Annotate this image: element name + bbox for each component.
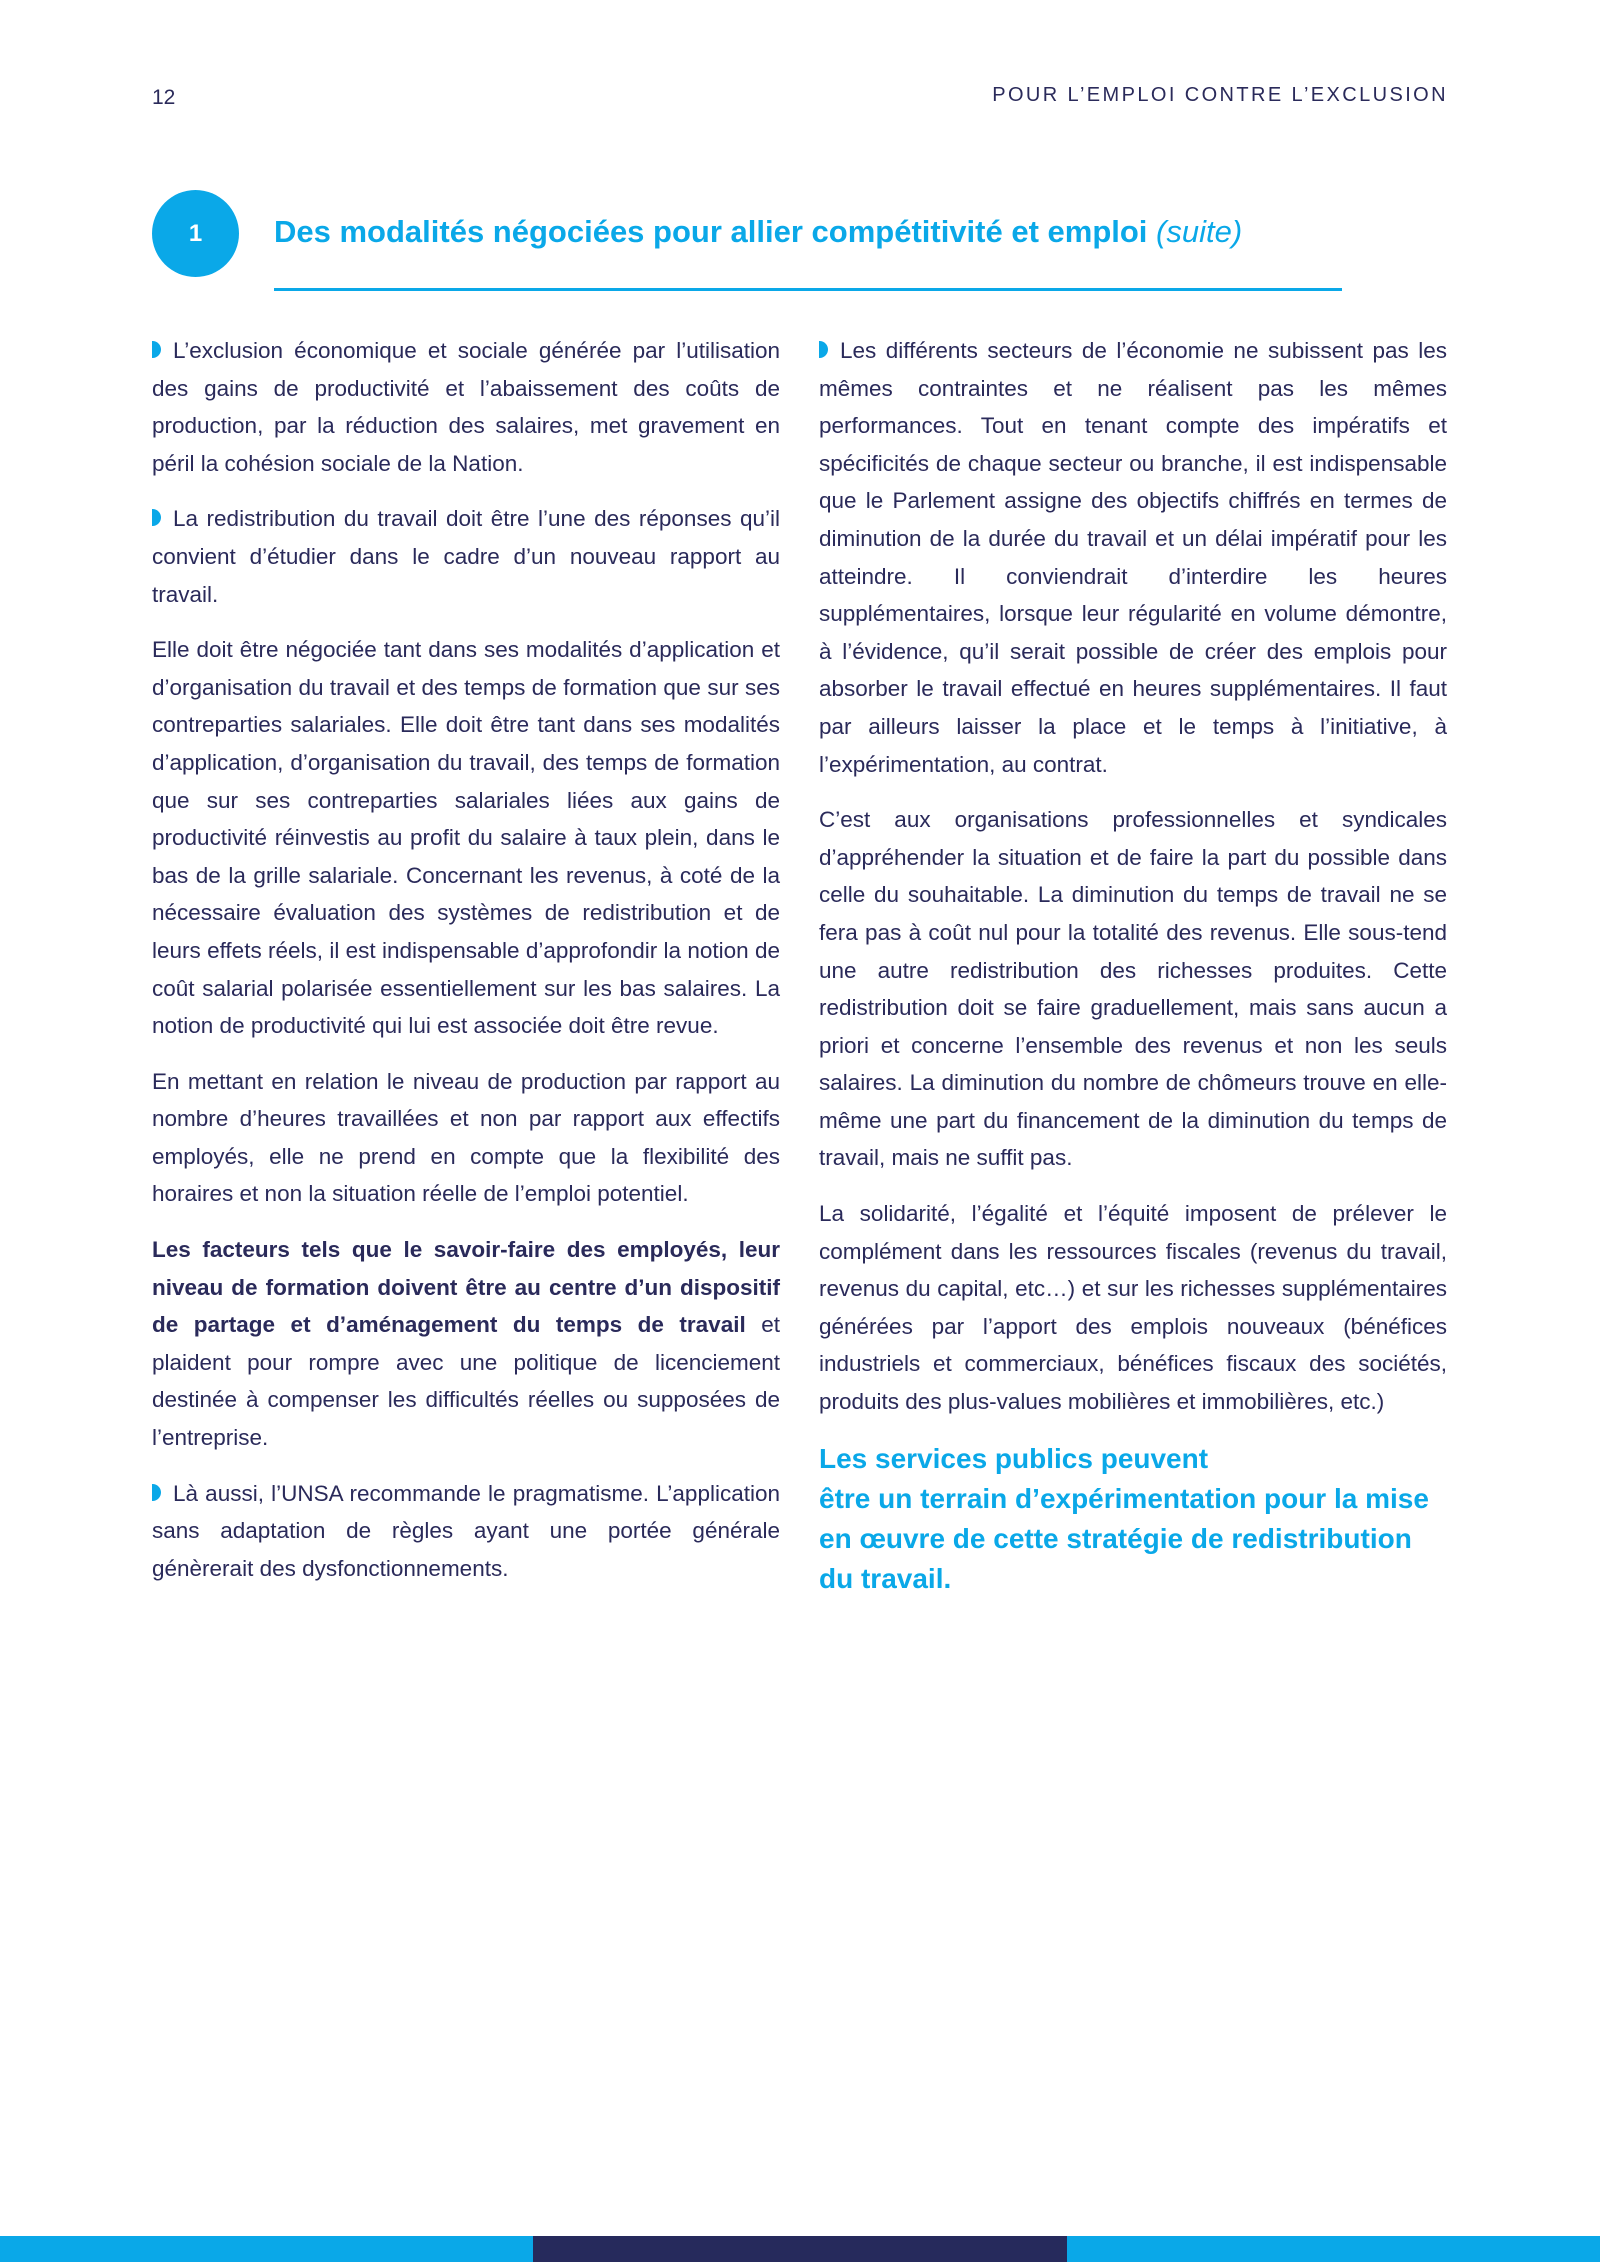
footer-color-bar	[0, 2236, 1600, 2262]
left-paragraph-5-bold: Les facteurs tels que le savoir-faire des employés, leur niveau de formation doivent être au centre d’un dispositif de partage et d’aménagement du temps de travail	[152, 1237, 780, 1338]
callout-line: Les services publics peuvent	[819, 1442, 1209, 1474]
callout-line: en œuvre de cette stratégie de redistribution	[819, 1522, 1412, 1554]
section-number-badge	[152, 190, 239, 277]
title-underline	[274, 288, 1342, 291]
right-paragraph-1-text: Les différents secteurs de l’économie ne subissent pas les mêmes contraintes et ne réalisent pas les mêmes performances. Tout en tenant compte des impératifs et spécificités de chaque secteur ou branche, il est indispensable que le Parlement assigne des objectifs chiffrés en termes de diminution de la durée du travail et un délai impératif pour les atteindre. Il conviendrait d’interdire les heures supplémentaires, lorsque leur régularité en volume démontre, à l’évidence, qu’il serait possible de créer des emplois pour absorber le travail effectué en heures supplémentaires. Il faut par ailleurs laisser la place et le temps à l’initiative, à l’expérimentation, au contrat.	[819, 338, 1447, 777]
section-title	[274, 214, 1242, 250]
footer-bar-segment-left	[0, 2236, 533, 2262]
running-header: POUR L’EMPLOI CONTRE L’EXCLUSION	[992, 84, 1448, 106]
half-circle-bullet-icon	[819, 341, 828, 358]
callout-line: du travail.	[819, 1562, 952, 1594]
left-paragraph-2-text: La redistribution du travail doit être l’une des réponses qu’il convient d’étudier dans le cadre d’un nouveau rapport au travail.	[152, 506, 780, 607]
left-paragraph-1-text: L’exclusion économique et sociale générée par l’utilisation des gains de productivité et l’abaissement des coûts de production, par la réduction des salaires, met gravement en péril la cohésion sociale de la Nation.	[152, 338, 780, 476]
section-title-suffix: (suite)	[1156, 214, 1243, 249]
left-column	[152, 332, 780, 1605]
left-paragraph-5-rest: et plaident pour rompre avec une politique de licenciement destinée à compenser les difficultés réelles ou supposées de l’entreprise.	[152, 1312, 780, 1451]
left-paragraph-2	[152, 500, 780, 613]
half-circle-bullet-icon	[152, 341, 161, 358]
section-number: 1	[188, 219, 203, 247]
right-paragraph-2: C’est aux organisations professionnelles et syndicales d’appréhender la situation et de faire la part du possible dans celle du souhaitable. La diminution du temps de travail ne se fera pas à coût nul pour la totalité des revenus. Elle sous-tend une autre redistribution des richesses produites. Cette redistribution doit se faire graduellement, mais sans aucun a priori et concerne l’ensemble des revenus et non les seuls salaires. La diminution du nombre de chômeurs trouve en elle-même une part du financement de la diminution du temps de travail, mais ne suffit pas.	[819, 807, 1447, 1171]
left-paragraph-5	[152, 1231, 780, 1457]
right-column	[819, 332, 1447, 1599]
footer-bar-segment-center	[533, 2236, 1067, 2262]
footer-bar-segment-right	[1067, 2236, 1600, 2262]
left-paragraph-1	[152, 332, 780, 482]
right-paragraph-3: La solidarité, l’égalité et l’équité imposent de prélever le complément dans les ressources fiscales (revenus du travail, revenus du capital, etc…) et sur les richesses supplémentaires générées par l’apport des emplois nouveaux (bénéfices industriels et commerciaux, bénéfices fiscaux des sociétés, produits des plus-values mobilières et immobilières, etc.)	[819, 1201, 1447, 1415]
page-number: 12	[152, 86, 176, 109]
left-paragraph-6-text: Là aussi, l’UNSA recommande le pragmatisme. L’application sans adaptation de règles ayant une portée générale génèrerait des dysfonctionnements.	[152, 1480, 780, 1581]
half-circle-bullet-icon	[152, 1484, 161, 1501]
callout-line: être un terrain d’expérimentation pour la mise	[819, 1482, 1429, 1514]
section-title-text: Des modalités négociées pour allier compétitivité et emploi	[274, 214, 1157, 249]
left-paragraph-4: En mettant en relation le niveau de production par rapport au nombre d’heures travaillées et non par rapport aux effectifs employés, elle ne prend en compte que la flexibilité des horaires et non la situation réelle de l’emploi potentiel.	[152, 1068, 780, 1207]
half-circle-bullet-icon	[152, 509, 161, 526]
right-paragraph-1	[819, 332, 1447, 783]
left-paragraph-6	[152, 1475, 780, 1588]
callout-highlight	[819, 1439, 1447, 1599]
left-paragraph-3: Elle doit être négociée tant dans ses modalités d’application et d’organisation du travail et des temps de formation que sur ses contreparties salariales. Elle doit être tant dans ses modalités d’application, d’organisation du travail, des temps de formation que sur ses contreparties salariales liées aux gains de productivité réinvestis au profit du salaire à taux plein, dans le bas de la grille salariale. Concernant les revenus, à coté de la nécessaire évaluation des systèmes de redistribution et de leurs effets réels, il est indispensable d’approfondir la notion de coût salarial polarisée essentiellement sur les bas salaires. La notion de productivité qui lui est associée doit être revue.	[152, 637, 780, 1039]
